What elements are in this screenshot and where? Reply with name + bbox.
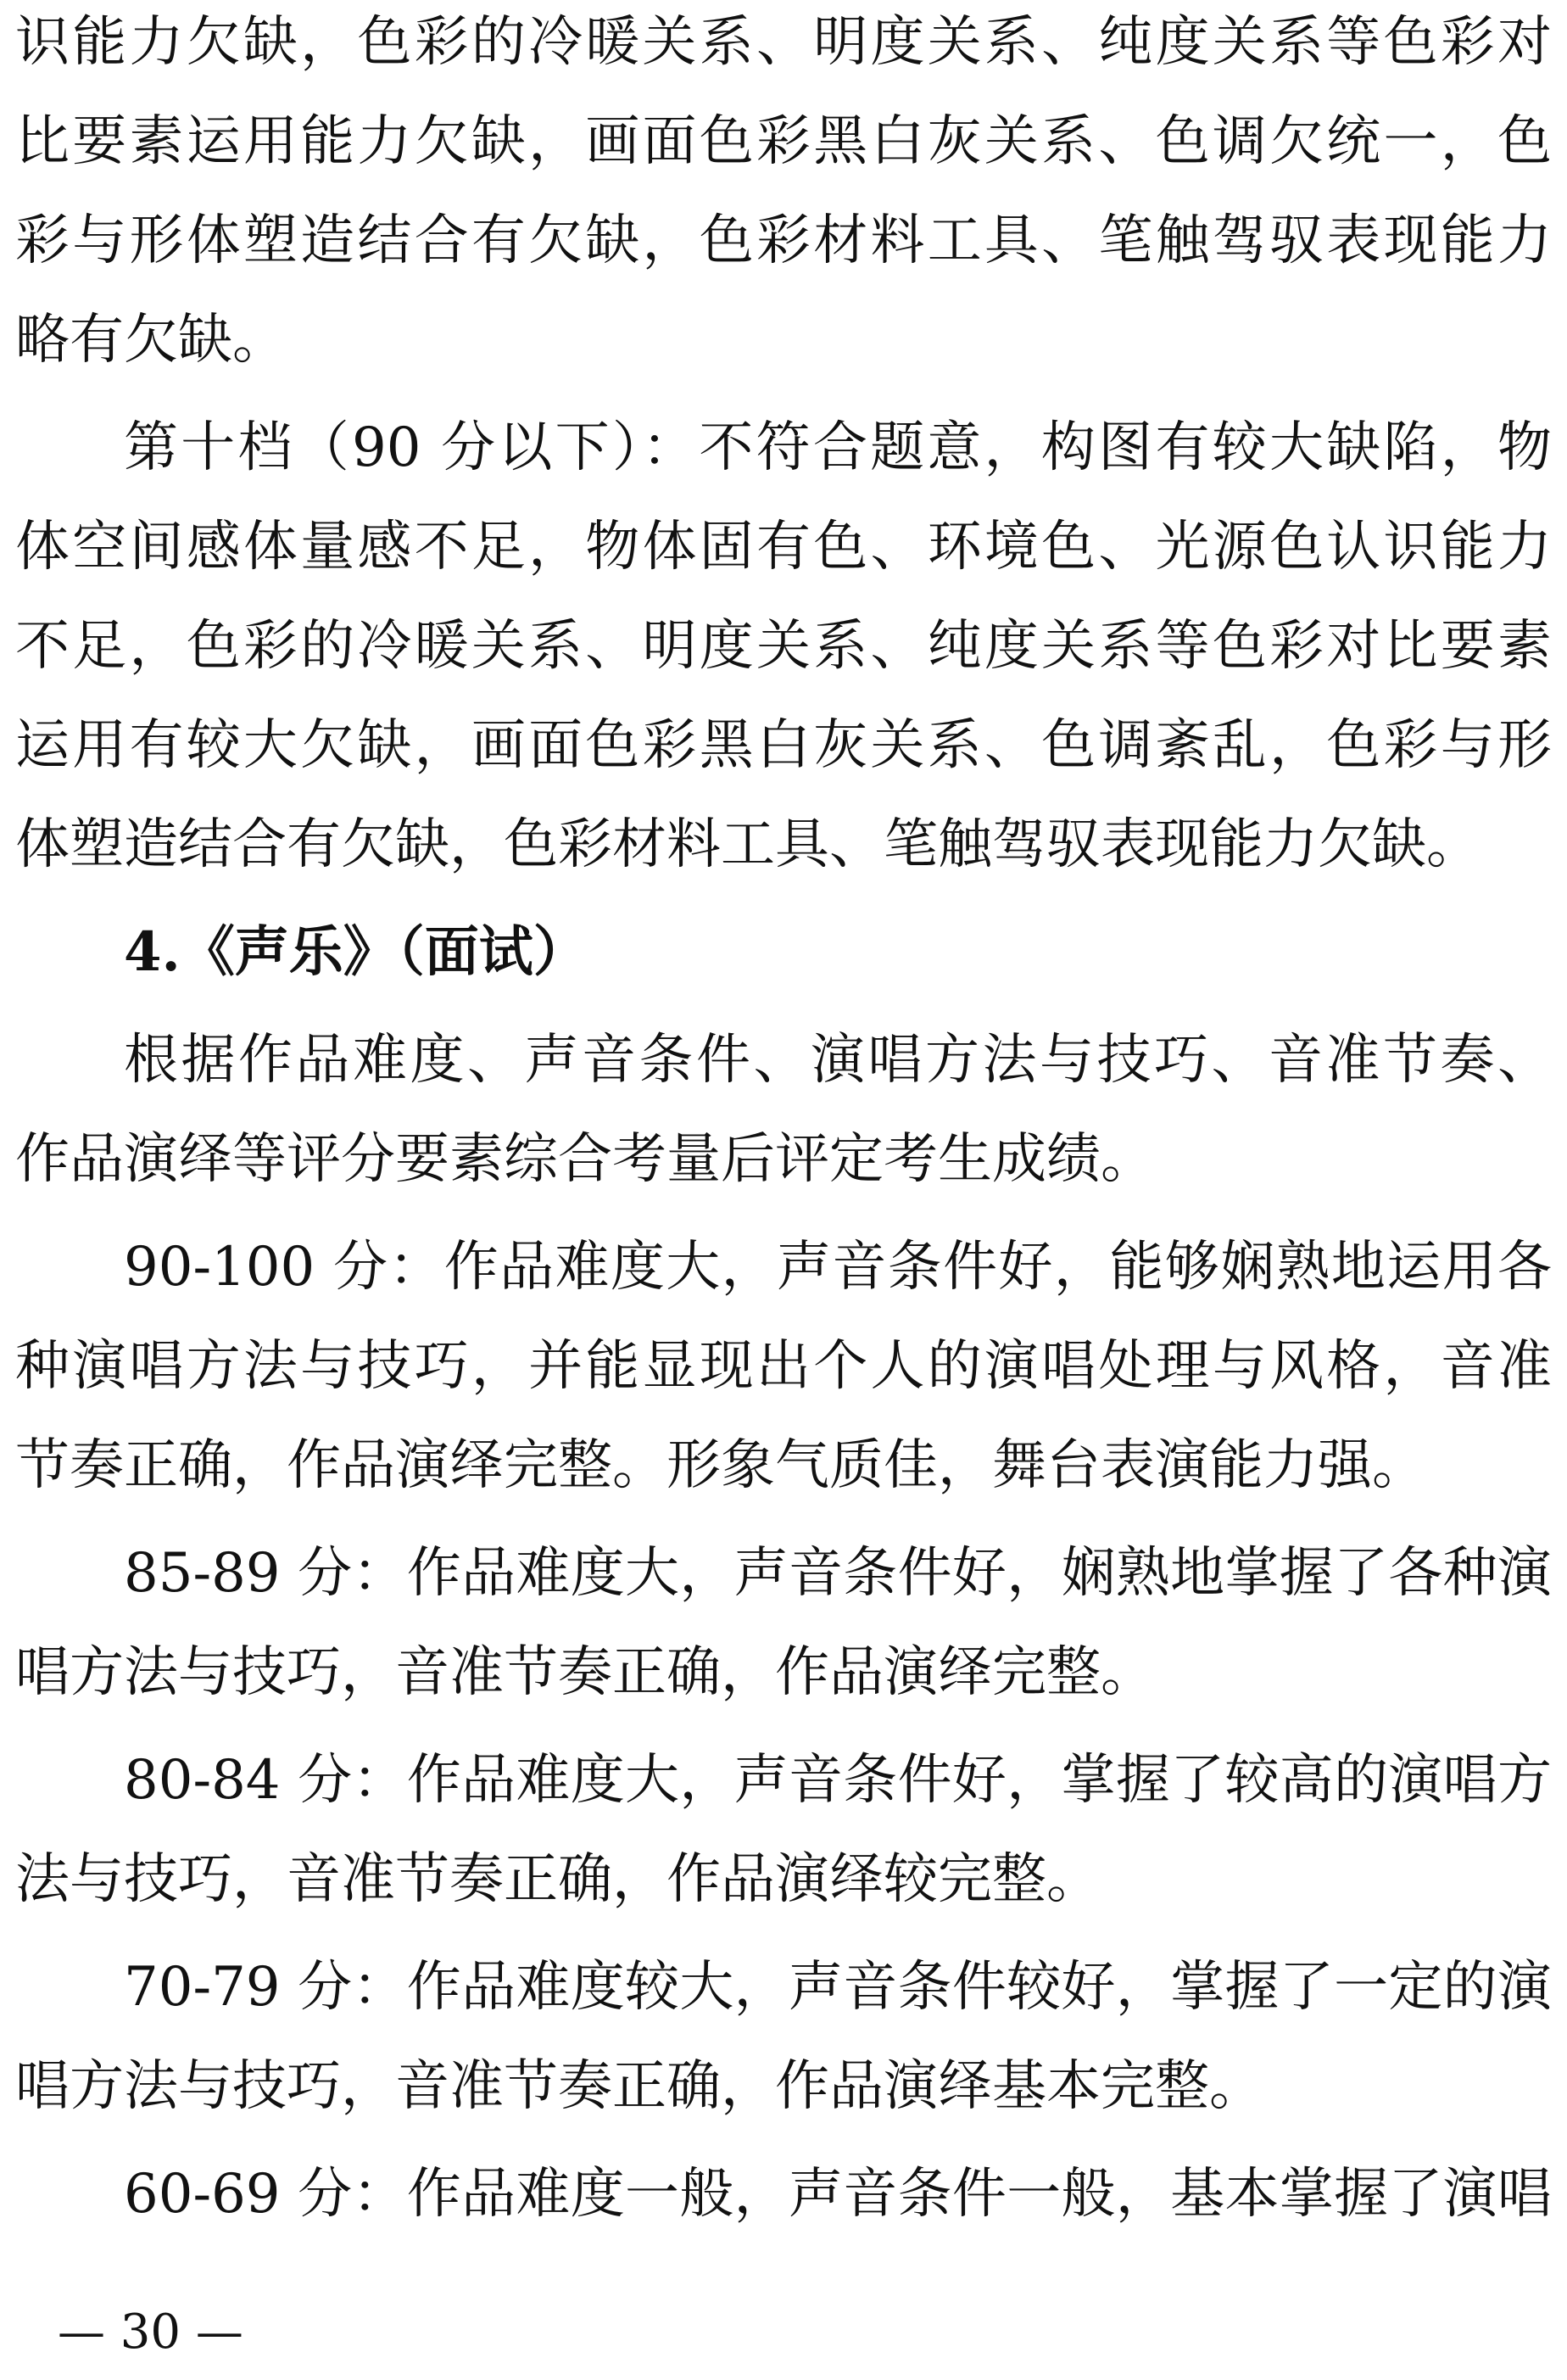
text-line: 唱方法与技巧，音准节奏正确，作品演绎完整。 [15, 1641, 1155, 1704]
section-heading: 4.《声乐》（面试） [124, 920, 588, 984]
text-line: 唱方法与技巧，音准节奏正确，作品演绎基本完整。 [15, 2055, 1263, 2118]
page-number: — 30 — [58, 2305, 243, 2360]
text-line: 比要素运用能力欠缺，画面色彩黑白灰关系、色调欠统一，色 [15, 110, 1552, 173]
text-line: 体空间感体量感不足，物体固有色、环境色、光源色认识能力 [15, 516, 1552, 578]
text-line: 作品演绎等评分要素综合考量后评定考生成绩。 [15, 1128, 1155, 1191]
text-line: 种演唱方法与技巧，并能显现出个人的演唱处理与风格，音准 [15, 1335, 1552, 1398]
paragraph-first-line: 60-69 分：作品难度一般，声音条件一般，基本掌握了演唱 [124, 2163, 1552, 2226]
paragraph-first-line: 80-84 分：作品难度大，声音条件好，掌握了较高的演唱方 [124, 1749, 1552, 1812]
paragraph-first-line: 90-100 分：作品难度大，声音条件好，能够娴熟地运用各 [124, 1236, 1552, 1299]
paragraph-first-line: 85-89 分：作品难度大，声音条件好，娴熟地掌握了各种演 [124, 1542, 1552, 1605]
text-line: 略有欠缺。 [15, 309, 287, 372]
text-line: 彩与形体塑造结合有欠缺，色彩材料工具、笔触驾驭表现能力 [15, 210, 1552, 272]
paragraph-first-line: 第十档（90 分以下）：不符合题意，构图有较大缺陷，物 [124, 416, 1552, 479]
text-line: 节奏正确，作品演绎完整。形象气质佳，舞台表演能力强。 [15, 1434, 1426, 1497]
text-line: 体塑造结合有欠缺，色彩材料工具、笔触驾驭表现能力欠缺。 [15, 813, 1481, 876]
paragraph-first-line: 70-79 分：作品难度较大，声音条件较好，掌握了一定的演 [124, 1956, 1552, 2019]
text-line: 运用有较大欠缺，画面色彩黑白灰关系、色调紊乱，色彩与形 [15, 714, 1552, 777]
text-line: 法与技巧，音准节奏正确，作品演绎较完整。 [15, 1848, 1101, 1911]
paragraph-first-line: 根据作品难度、声音条件、演唱方法与技巧、音准节奏、 [124, 1029, 1552, 1092]
text-line: 识能力欠缺，色彩的冷暖关系、明度关系、纯度关系等色彩对 [15, 11, 1552, 74]
text-line: 不足，色彩的冷暖关系、明度关系、纯度关系等色彩对比要素 [15, 615, 1552, 678]
